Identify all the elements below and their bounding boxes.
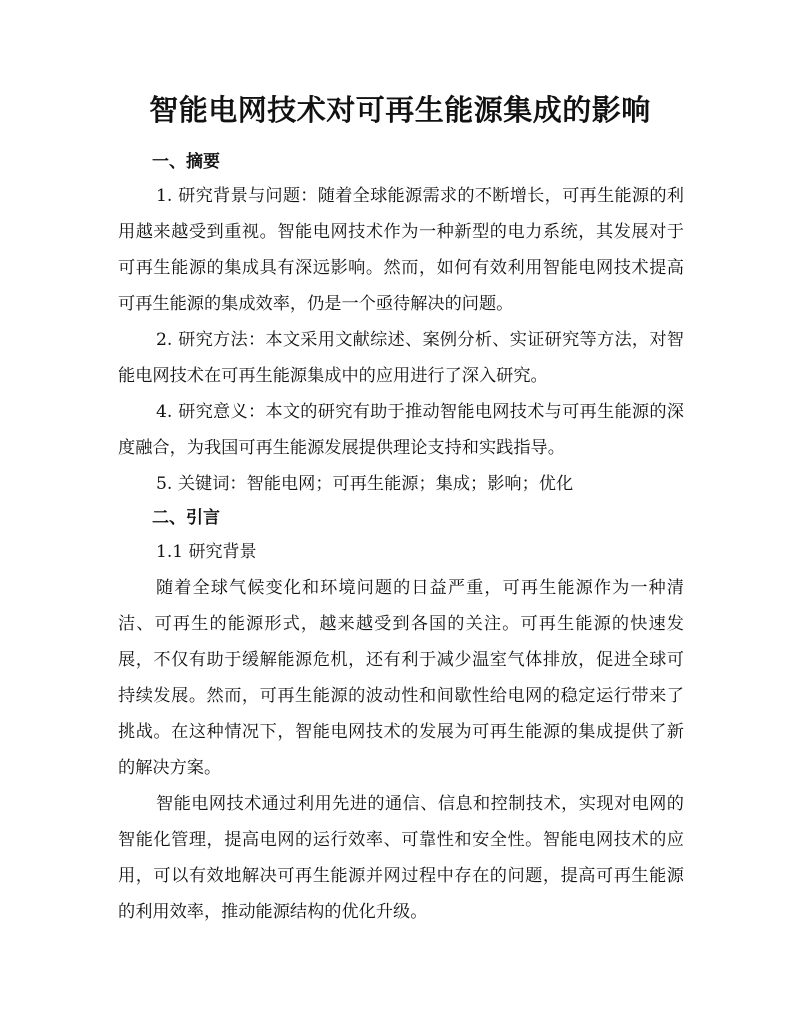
abstract-item-background: 1. 研究背景与问题：随着全球能源需求的不断增长，可再生能源的利用越来越受到重视。智能电网技术作为一种新型的电力系统，其发展对于可再生能源的集成具有深远影响。然而，如何有效利用智能电网技术提高可再生能源的集成效率，仍是一个亟待解决的问题。 — [118, 186, 684, 314]
abstract-item-methods: 2. 研究方法：本文采用文献综述、案例分析、实证研究等方法，对智能电网技术在可再生能源集成中的应用进行了深入研究。 — [118, 330, 684, 386]
document-body — [118, 146, 684, 930]
section-heading-intro: 二、引言 — [152, 508, 220, 528]
document-title: 智能电网技术对可再生能源集成的影响 — [149, 93, 651, 127]
sub-heading-background: 1.1 研究背景 — [156, 542, 257, 562]
intro-paragraph: 随着全球气候变化和环境问题的日益严重，可再生能源作为一种清洁、可再生的能源形式，越来越受到各国的关注。可再生能源的快速发展，不仅有助于缓解能源危机，还有利于减少温室气体排放，促进全球可持续发展。然而，可再生能源的波动性和间歇性给电网的稳定运行带来了挑战。在这种情况下，智能电网技术的发展为可再生能源的集成提供了新的解决方案。 — [118, 578, 684, 778]
intro-paragraph: 智能电网技术通过利用先进的通信、信息和控制技术，实现对电网的智能化管理，提高电网的运行效率、可靠性和安全性。智能电网技术的应用，可以有效地解决可再生能源并网过程中存在的问题，提高可再生能源的利用效率，推动能源结构的优化升级。 — [118, 794, 684, 922]
section-heading-abstract: 一、摘要 — [152, 152, 220, 172]
abstract-item-keywords: 5. 关键词：智能电网；可再生能源；集成；影响；优化 — [156, 474, 574, 494]
abstract-item-significance: 4. 研究意义：本文的研究有助于推动智能电网技术与可再生能源的深度融合，为我国可再生能源发展提供理论支持和实践指导。 — [118, 402, 684, 458]
